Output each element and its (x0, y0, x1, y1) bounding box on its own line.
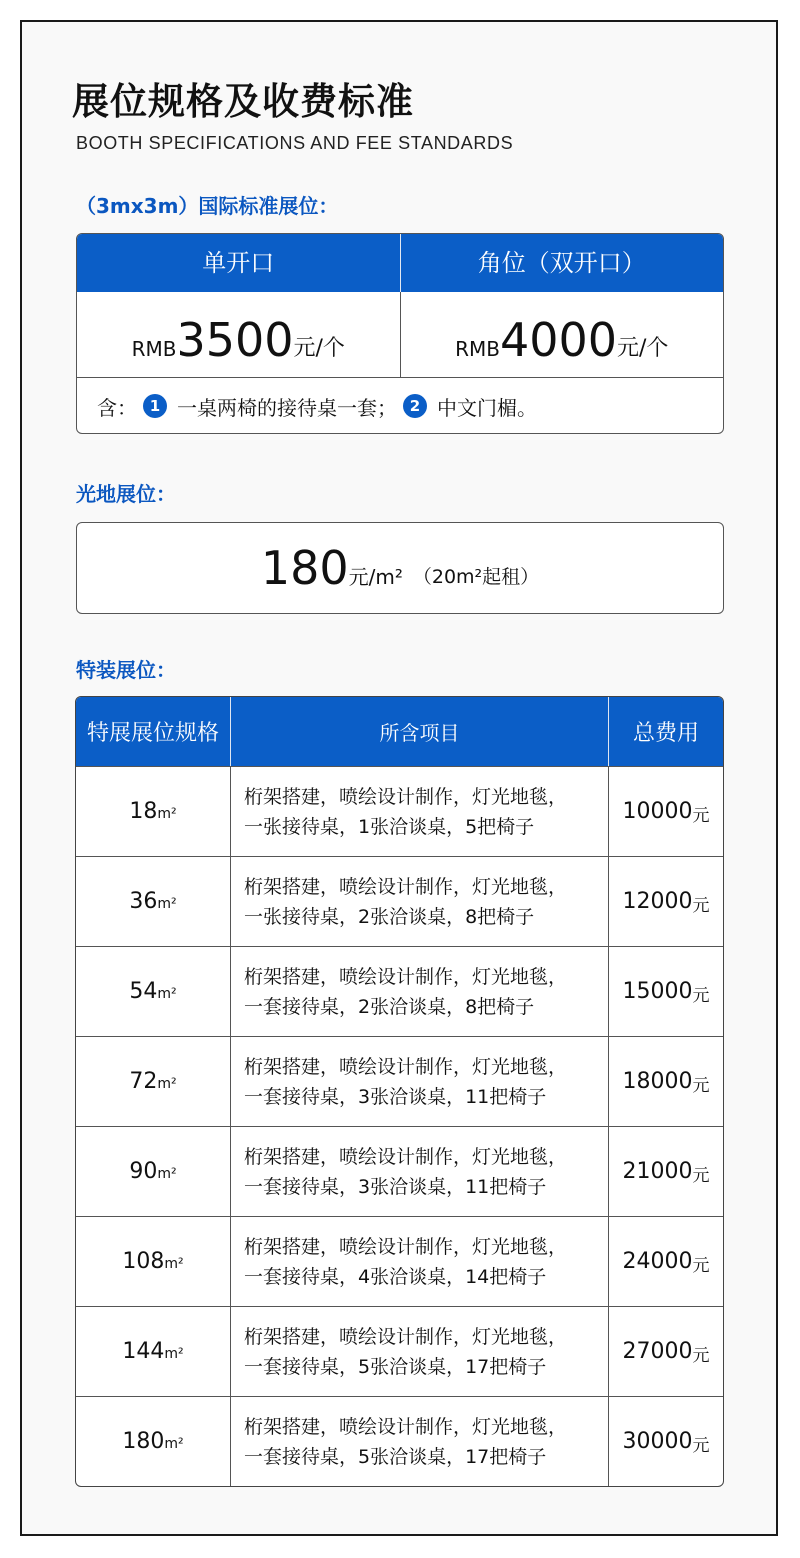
number-badge-icon: 1 (143, 394, 167, 418)
price-amount: 3500 (176, 313, 294, 367)
items-line-2: 一张接待桌，2张洽谈桌，8把椅子 (244, 905, 535, 928)
currency-prefix: RMB (131, 337, 177, 361)
standard-booth-heading: （3mx3m）国际标准展位： (76, 194, 339, 218)
special-booth-heading: 特装展位： (76, 658, 176, 682)
area-unit: m² (157, 895, 177, 912)
currency-unit: 元 (692, 1255, 710, 1276)
items-line-1: 桁架搭建，喷绘设计制作，灯光地毯， (244, 1235, 568, 1258)
table-row (76, 1396, 723, 1486)
items-line-1: 桁架搭建，喷绘设计制作，灯光地毯， (244, 875, 568, 898)
includes-label: 含： (97, 395, 137, 420)
special-booth-table (75, 696, 724, 1487)
number-badge-icon: 2 (403, 394, 427, 418)
area-value: 108 (122, 1249, 165, 1274)
items-cell (231, 767, 609, 856)
table-header (76, 697, 723, 766)
price-value: 30000 (622, 1429, 693, 1454)
currency-unit: 元 (692, 1435, 710, 1456)
items-cell (231, 1037, 609, 1126)
area-unit: m² (157, 1075, 177, 1092)
raw-space-note: （20m²起租） (412, 566, 540, 588)
price-value: 18000 (622, 1069, 693, 1094)
standard-booth-header (77, 234, 723, 292)
page-subtitle: BOOTH SPECIFICATIONS AND FEE STANDARDS (76, 133, 514, 153)
items-line-1: 桁架搭建，喷绘设计制作，灯光地毯， (244, 1415, 568, 1438)
area-cell (76, 1217, 231, 1306)
area-cell (76, 857, 231, 946)
price-cell (609, 1037, 723, 1126)
price-cell (609, 1217, 723, 1306)
items-line-1: 桁架搭建，喷绘设计制作，灯光地毯， (244, 965, 568, 988)
header-spec: 特展展位规格 (76, 697, 231, 766)
area-cell (76, 947, 231, 1036)
area-cell (76, 1397, 231, 1486)
items-cell (231, 1217, 609, 1306)
area-value: 144 (122, 1339, 165, 1364)
header-total: 总费用 (632, 721, 699, 746)
price-value: 12000 (622, 889, 693, 914)
single-opening-price (77, 292, 401, 377)
standard-booth-prices (77, 292, 723, 378)
currency-unit: 元 (692, 1345, 710, 1366)
area-value: 90 (129, 1159, 158, 1184)
area-unit: m² (164, 1255, 184, 1272)
items-line-2: 一张接待桌，1张洽谈桌，5把椅子 (244, 815, 535, 838)
raw-space-heading: 光地展位： (76, 482, 176, 506)
raw-space-price: 180 (260, 541, 349, 595)
table-row (76, 1126, 723, 1216)
page-title: 展位规格及收费标准 (72, 80, 414, 123)
price-value: 24000 (622, 1249, 693, 1274)
area-cell (76, 767, 231, 856)
area-unit: m² (157, 985, 177, 1002)
currency-unit: 元 (692, 1165, 710, 1186)
price-cell (609, 1397, 723, 1486)
items-line-2: 一套接待桌，5张洽谈桌，17把椅子 (244, 1355, 547, 1378)
area-unit: m² (164, 1345, 184, 1362)
area-cell (76, 1037, 231, 1126)
price-cell (609, 1127, 723, 1216)
items-cell (231, 1127, 609, 1216)
area-value: 72 (129, 1069, 158, 1094)
price-cell (609, 1307, 723, 1396)
items-line-2: 一套接待桌，3张洽谈桌，11把椅子 (244, 1175, 547, 1198)
area-value: 54 (129, 979, 158, 1004)
price-unit: 元/个 (293, 336, 345, 361)
items-line-2: 一套接待桌，5张洽谈桌，17把椅子 (244, 1445, 547, 1468)
area-value: 180 (122, 1429, 165, 1454)
header-items: 所含项目 (231, 697, 609, 766)
currency-unit: 元 (692, 895, 710, 916)
items-line-1: 桁架搭建，喷绘设计制作，灯光地毯， (244, 1145, 568, 1168)
single-opening-label: 单开口 (77, 234, 401, 292)
currency-unit: 元 (692, 805, 710, 826)
area-cell (76, 1127, 231, 1216)
price-amount: 4000 (499, 313, 618, 367)
table-row (76, 1216, 723, 1306)
price-cell (609, 857, 723, 946)
price-value: 10000 (622, 799, 693, 824)
area-unit: m² (157, 1165, 177, 1182)
include-item-1: 一桌两椅的接待桌一套； (177, 395, 397, 420)
items-line-2: 一套接待桌，3张洽谈桌，11把椅子 (244, 1085, 547, 1108)
corner-booth-price (401, 292, 724, 377)
area-value: 18 (129, 799, 158, 824)
items-line-1: 桁架搭建，喷绘设计制作，灯光地毯， (244, 1055, 568, 1078)
corner-booth-label: 角位（双开口） (477, 249, 646, 277)
table-row (76, 856, 723, 946)
price-cell (609, 947, 723, 1036)
table-body (76, 766, 723, 1486)
standard-booth-includes (77, 378, 723, 434)
price-unit: 元/个 (617, 336, 669, 361)
table-row (76, 1036, 723, 1126)
items-line-2: 一套接待桌，4张洽谈桌，14把椅子 (244, 1265, 547, 1288)
raw-space-unit: 元/m² (348, 565, 403, 589)
table-row (76, 1306, 723, 1396)
currency-unit: 元 (692, 985, 710, 1006)
price-cell (609, 767, 723, 856)
price-value: 15000 (622, 979, 693, 1004)
items-line-1: 桁架搭建，喷绘设计制作，灯光地毯， (244, 785, 568, 808)
currency-unit: 元 (692, 1075, 710, 1096)
include-item-2: 中文门楣。 (437, 395, 537, 420)
price-value: 21000 (622, 1159, 693, 1184)
items-cell (231, 947, 609, 1036)
raw-space-card (76, 522, 724, 614)
table-row (76, 766, 723, 856)
currency-prefix: RMB (455, 337, 500, 361)
area-unit: m² (164, 1435, 184, 1452)
table-row (76, 946, 723, 1036)
items-line-2: 一套接待桌，2张洽谈桌，8把椅子 (244, 995, 535, 1018)
area-unit: m² (157, 805, 177, 822)
items-line-1: 桁架搭建，喷绘设计制作，灯光地毯， (244, 1325, 568, 1348)
price-value: 27000 (622, 1339, 693, 1364)
items-cell (231, 1397, 609, 1486)
standard-booth-card (76, 233, 724, 434)
items-cell (231, 857, 609, 946)
items-cell (231, 1307, 609, 1396)
area-value: 36 (129, 889, 158, 914)
area-cell (76, 1307, 231, 1396)
